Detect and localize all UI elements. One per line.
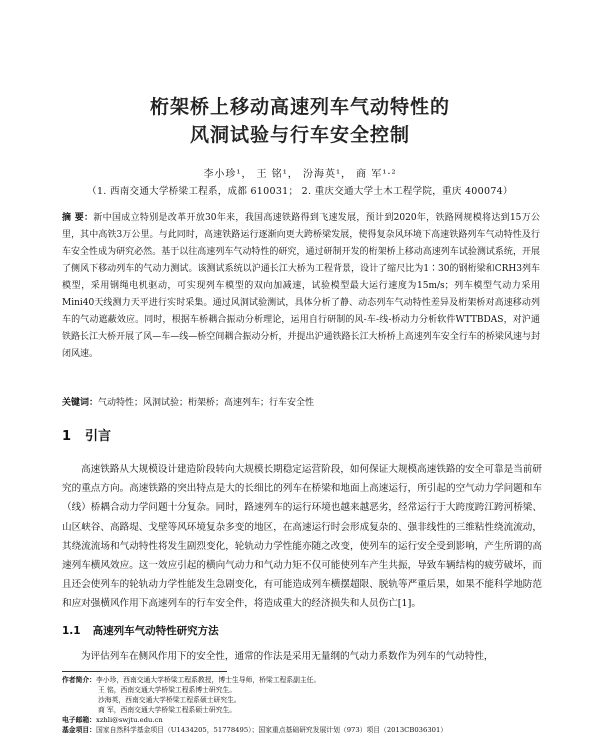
footnote-author-1 bbox=[62, 676, 552, 686]
paper-title-line-2: 风洞试验与行车安全控制 bbox=[189, 124, 410, 146]
footnote-email-label: 电子邮箱： bbox=[62, 716, 96, 724]
subsection-heading bbox=[62, 623, 219, 638]
keywords-text: 气动特性；风洞试验；桁架桥；高速列车；行车安全性 bbox=[98, 398, 315, 408]
paper-title-line-1: 桁架桥上移动高速列车气动特性的 bbox=[149, 96, 450, 118]
footnote-fund-label: 基金项目： bbox=[62, 726, 96, 734]
footnote-author-2: 王 铭，西南交通大学桥梁工程系博士研究生。 bbox=[98, 686, 237, 694]
footnote-divider bbox=[62, 671, 227, 672]
affiliations: （1. 西南交通大学桥梁工程系，成都 610031； 2. 重庆交通大学土木工程学院，重庆 400074） bbox=[87, 186, 513, 197]
abstract-text: 新中国成立特别是改革开放30年来，我国高速铁路得到飞速发展，预计到2020年，铁路网规模将达到15万公里，其中高铁3万公里。与此同时，高速铁路运行逐渐向更大跨桥梁发展，使得复杂风环境下高速铁路列车气动特性及行车安全性成为研究必然。基于以往高速列车气动特性的研究，通过研制开发的桁架桥上移动高速列车试验测试系统，开展了侧风下移动列车的气动力测试。该测试系统以沪通长江大桥为工程背景，设计了缩尺比为1∶30的钢桁梁和CRH3列车模型，采用钢绳电机驱动，可实现列车模型的双向加减速，试验模型最大运行速度为15m/s；列车模型气动力采用Mini40天线测力天平进行实时采集。通过风洞试验测试，具体分析了静、动态列车气动特性差异及桁架桥对高速移动列车的气动遮蔽效应。同时，根据车桥耦合振动分析理论，运用自行研制的风-车-线-桥动力分析软件WTTBDAS，对沪通铁路长江大桥开展了风—车—线—桥空间耦合振动分析，并提出沪通铁路长江大桥桥上高速列车安全行车的桥梁风速与封闭风速。 bbox=[62, 213, 541, 359]
subsection-number: 1.1 bbox=[62, 625, 81, 637]
keywords bbox=[62, 395, 540, 411]
footnote-author-text: 李小珍，西南交通大学桥梁工程系教授，博士生导师，桥梁工程系副主任。 bbox=[95, 676, 321, 684]
section-number: 1 bbox=[62, 429, 72, 444]
intro-paragraph: 高速铁路从大规模设计建造阶段转向大规模长期稳定运营阶段，如何保证大规模高速铁路的安全可靠是当前研究的重点方向。高速铁路的突出特点是大的长细比的列车在桥梁和地面上高速运行，所引起的空气动力学问题和车（线）桥耦合动力学问题十分复杂。同时，路速列车的运行环境也越来越恶劣，经常运行于大跨度跨江跨河桥梁、山区峡谷、高路堤、戈壁等风环境复杂多变的地区，在高速运行时会形成复杂的、强非线性的三维粘性绕流流动，其绕流流场和气动特性将发生剧烈变化，轮轨动力学性能亦随之改变，使列车的运行安全受到影响，产生所谓的高速列车横风效应。这一效应引起的横向气动力和气动力矩不仅可能使列车产生共振，导致车辆结构的疲劳破坏，而且还会使列车的轮轨动力学性能发生急剧变化，有可能造成列车横摆超限、脱轨等严重后果，如果不能科学地防范和应对强横风作用下高速列车的行车安全件，将造成重大的经济损失和人员伤亡[1]。 bbox=[62, 464, 542, 610]
abstract-label: 摘 要： bbox=[62, 213, 94, 223]
footnote-author-3: 沙海英，西南交通大学桥梁工程系硕士研究生。 bbox=[98, 696, 241, 704]
section-title: 引言 bbox=[85, 429, 112, 444]
footnote-email-value: xzhli@swjtu.edu.cn bbox=[95, 716, 163, 724]
footnote-fund bbox=[62, 726, 552, 736]
section-heading-intro bbox=[62, 425, 111, 444]
author-list: 李小珍¹， 王 铭¹， 汾海英¹， 商 军¹·² bbox=[203, 169, 397, 180]
footnote-author-label: 作者简介： bbox=[62, 676, 96, 684]
subsection-title: 高速列车气动特性研究方法 bbox=[92, 625, 219, 637]
abstract bbox=[62, 210, 540, 363]
footnote-email bbox=[62, 716, 552, 726]
subsection-paragraph: 为评估列车在侧风作用下的安全性，通常的作法是采用无量纲的气动力系数作为列车的气动特性， bbox=[81, 651, 494, 662]
keywords-label: 关键词： bbox=[62, 398, 99, 408]
footnote-author-4: 商 军，西南交通大学桥梁工程系硕士研究生。 bbox=[98, 706, 237, 714]
footnote-fund-text: 国家自然科学基金项目（U1434205，51778495）；国家重点基础研究发展计划（973）项目（2013CB036301） bbox=[95, 726, 448, 734]
